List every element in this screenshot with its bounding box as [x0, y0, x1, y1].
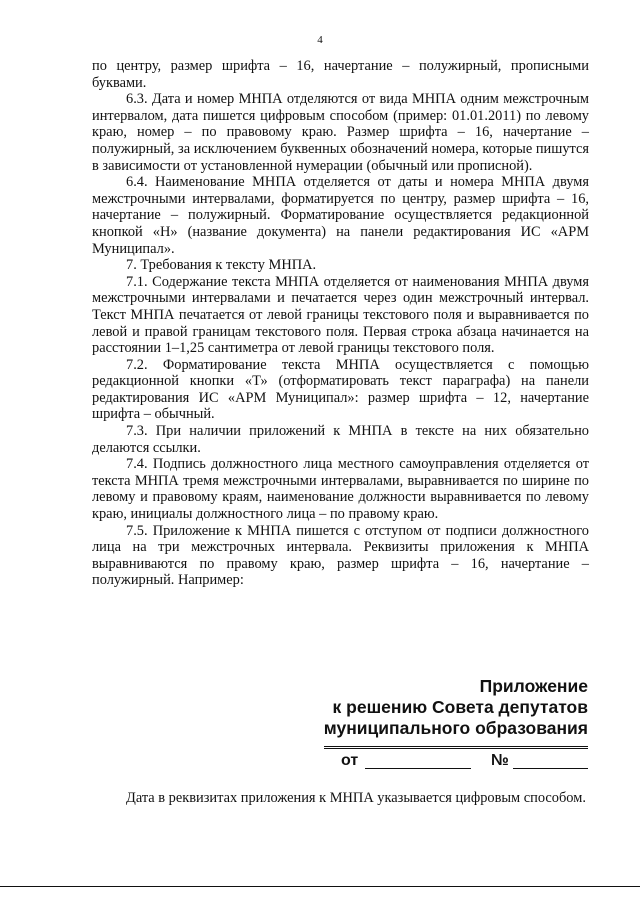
- closing-paragraph-block: [92, 790, 589, 807]
- paragraph-7-4: 7.4. Подпись должностного лица местного самоуправления отделяется от текста МНПА тремя межстрочными интервалами, выравнивается по ширине по левому и правовому краям, наименование должности выравнивается по левому краю, инициалы должностного лица – по правому краю.: [92, 456, 589, 523]
- section-heading-7: 7. Требования к тексту МНПА.: [126, 257, 317, 274]
- number-blank: [513, 768, 588, 769]
- separator-line-second: [324, 748, 588, 749]
- appendix-requisites: [324, 676, 588, 739]
- date-label: от: [341, 752, 359, 769]
- paragraph-6-3: 6.3. Дата и номер МНПА отделяются от вида МНПА одним межстрочным интервалом, дата пишется цифровым способом (пример: 01.01.2011) по левому краю, номер – по правовому краю. Размер шрифта – 16, начертание – полужирный, за исключением буквенных обозначений номера, которые пишутся в зависимости от установленной нумерации (обычный или прописной).: [92, 91, 589, 174]
- document-body: [92, 58, 589, 589]
- paragraph-7-2: 7.2. Форматирование текста МНПА осуществляется с помощью редакционной кнопки «Т» (отформатировать текст параграфа) на панели редактирования ИС «АРМ Муниципал»: размер шрифта – 12, начертание шрифта – обычный.: [92, 356, 589, 423]
- appendix-title: Приложение: [479, 676, 588, 696]
- paragraph-7-1: 7.1. Содержание текста МНПА отделяется от наименования МНПА двумя межстрочными интервалами и печатается через один межстрочный интервал. Текст МНПА печатается от левой границы текстового поля и выравнивается по левой и правой границам текстового поля. Первая строка абзаца начинается на расстоянии 1–1,25 сантиметра от левой границы текстового поля.: [92, 273, 589, 357]
- appendix-decision-line: к решению Совета депутатов: [332, 697, 588, 717]
- bottom-rule: [0, 886, 640, 887]
- page-number: 4: [317, 34, 323, 46]
- date-blank: [365, 768, 471, 769]
- closing-paragraph: Дата в реквизитах приложения к МНПА указывается цифровым способом.: [126, 790, 586, 806]
- paragraph-7-3: 7.3. При наличии приложений к МНПА в тексте на них обязательно делаются ссылки.: [92, 423, 589, 456]
- paragraph-6-4: 6.4. Наименование МНПА отделяется от даты и номера МНПА двумя межстрочными интервалами, форматируется по центру, размер шрифта – 16, начертание – полужирный. Форматирование осуществляется редакционной кнопкой «Н» (название документа) на панели редактирования ИС «АРМ Муниципал».: [92, 174, 589, 257]
- date-number-row: [341, 752, 588, 772]
- separator-line: [324, 746, 588, 747]
- paragraph-7-5: 7.5. Приложение к МНПА пишется с отступом от подписи должностного лица на три межстрочных интервала. Реквизиты приложения к МНПА выравниваются по правому краю, размер шрифта – 16, начертание – полужирный. Например:: [92, 522, 589, 589]
- paragraph-continuation: по центру, размер шрифта – 16, начертание – полужирный, прописными буквами.: [92, 58, 589, 91]
- number-label: №: [491, 752, 509, 769]
- appendix-municipality-line: муниципального образования: [323, 718, 588, 738]
